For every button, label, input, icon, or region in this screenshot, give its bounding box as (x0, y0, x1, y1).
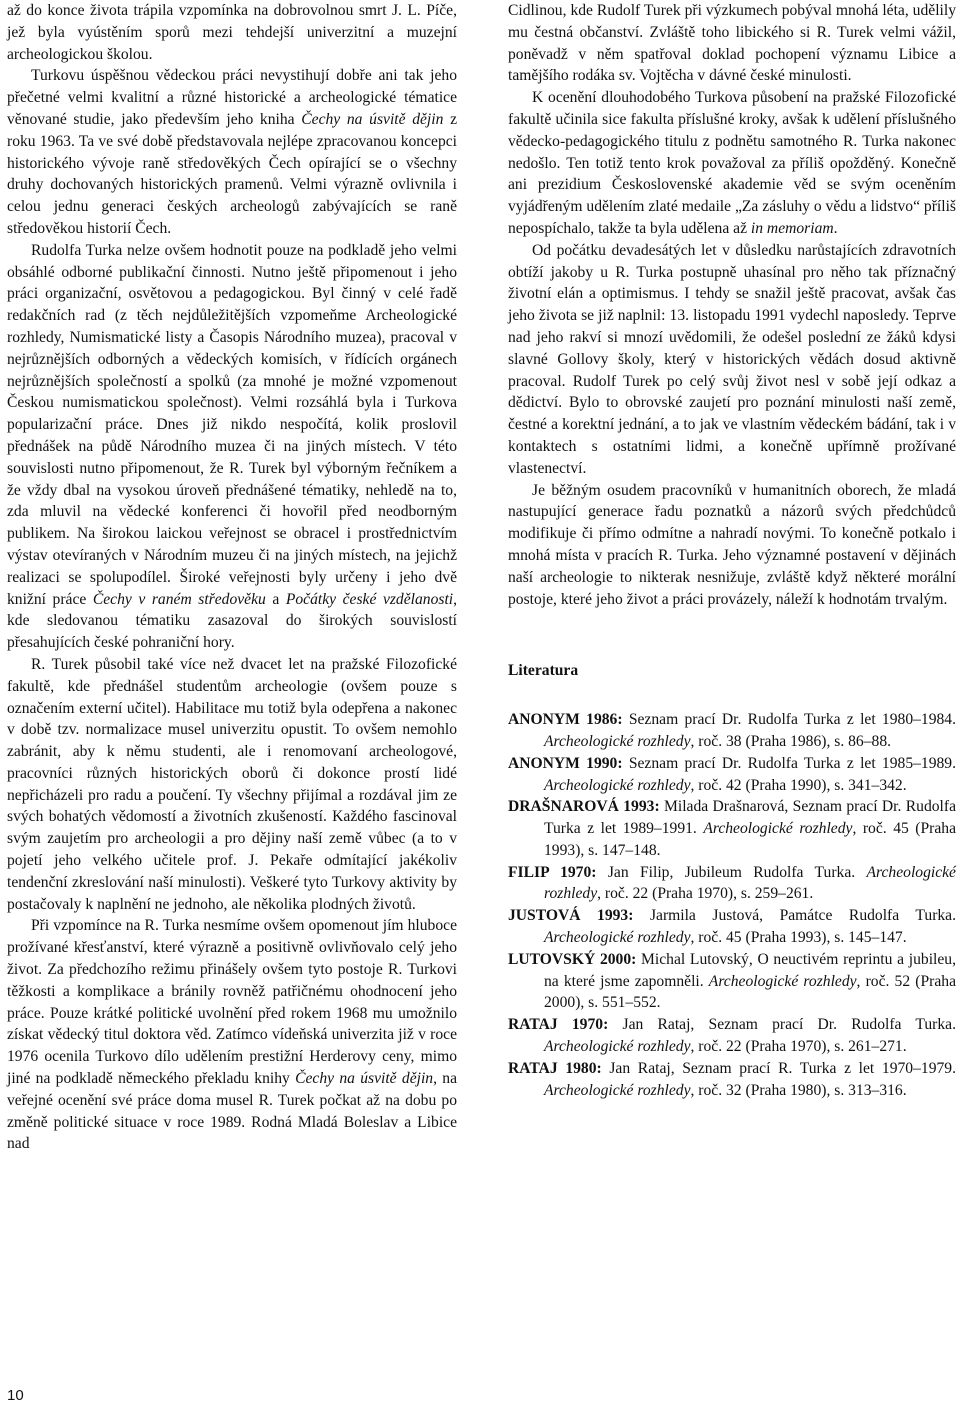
reference-journal: Archeologické rozhledy (544, 863, 956, 903)
left-column (7, 0, 457, 1155)
reference-text: Jan Filip, Jubileum Rudolfa Turka. (596, 863, 867, 881)
paragraph: Cidlinou, kde Rudolf Turek při výzkumech pobýval mnohá léta, udělily mu čestná občanství. Zvláště toho libického si R. Turek velmi vážil, poněvadž v něm spatřoval doklad pochopení významu Libice a tamějšího rodáka sv. Vojtěcha v dávné české minulosti. (508, 2, 956, 85)
paragraph-text: . (833, 219, 838, 237)
paragraph (7, 915, 457, 1155)
reference-item (508, 796, 956, 861)
latin-phrase: in memoriam (750, 219, 834, 237)
reference-text: Jan Rataj, Seznam prací R. Turka z let 1970–1979. (601, 1059, 956, 1077)
reference-journal: Archeologické rozhledy (544, 1038, 691, 1056)
reference-list (508, 709, 956, 1101)
reference-text: Jan Rataj, Seznam prací Dr. Rudolfa Turka. (608, 1016, 956, 1034)
reference-item (508, 753, 956, 797)
paragraph-text: Při vzpomínce na R. Turka nesmíme ovšem opomenout jím hluboce prožívané křesťanství, které výrazně a positivně ovlivňovalo celý jeho život. Za předchozího režimu přinášely ovšem tyto postoje R. Turkovi těžkosti a komplikace a bránily rovněž patřičnému ohodnocení jeho práce. Pouze krátké politické uvolnění před rokem 1968 mu umožnilo získat vědecký titul doktora věd. Zatímco vídeňská univerzita již v roce 1976 ocenila Turkovo dílo udělením prestižní Herderovy ceny, mimo jiné na podkladě německého překladu knihy (7, 917, 457, 1088)
reference-text: , roč. 45 (Praha 1993), s. 145–147. (690, 929, 907, 947)
reference-item (508, 905, 956, 949)
paragraph-text: Turkovu úspěšnou vědeckou práci nevystihují dobře ani tak jeho přečetné velmi kvalitní a různé historické a archeologické tématice věnované studie, jako především jeho kniha (7, 67, 457, 128)
reference-item (508, 709, 956, 753)
book-title: Čechy v raném středověku (92, 590, 266, 608)
reference-text: , roč. 42 (Praha 1990), s. 341–342. (690, 776, 907, 794)
paragraph (508, 87, 956, 240)
paragraph-text: a (265, 590, 286, 608)
reference-author: RATAJ 1970: (508, 1016, 609, 1034)
reference-text: Seznam prací Dr. Rudolfa Turka z let 1980–1984. (622, 711, 957, 729)
paragraph: Je běžným osudem pracovníků v humanitních oborech, že mladá nastupující generace řadu poznatků a názorů svých předchůdců modifikuje či přímo odmítne a nahradí novými. To konečně potkalo i mnohá místa v pracích R. Turka. Jeho významné postavení v dějinách naší archeologie to nikterak nesnižuje, zvláště když některé morální postoje, které jeho život a práci provázely, náleží k hodnotám trvalým. (508, 481, 956, 608)
reference-journal: Archeologické rozhledy (703, 820, 853, 838)
reference-item (508, 862, 956, 906)
reference-text: Seznam prací Dr. Rudolfa Turka z let 1985–1989. (622, 754, 957, 772)
reference-text: Jarmila Justová, Památce Rudolfa Turka. (633, 907, 957, 925)
reference-journal: Archeologické rozhledy (544, 776, 691, 794)
reference-journal: Archeologické rozhledy (544, 929, 691, 947)
paragraph-text: Rudolfa Turka nelze ovšem hodnotit pouze na podkladě jeho velmi obsáhlé odborné publikační činnosti. Nutno ještě připomenout i jeho práci organizační, osvětovou a pedagogickou. Byl činný v celé řadě redakčních rad (z těch nejdůležitějších vzpomeňme Archeologické rozhledy, Numismatické listy a Časopis Národního muzea), pracoval v nejrůznějších odborných a vědeckých komisích, v řídících orgánech nejrůznějších společností a spolků (za mnohé je možné vzpomenout Českou numismatickou společnost). Velmi rozsáhlá byla i Turkova popularizační práce. Dnes již nikdo nespočítá, kolik proslovil přednášek na půdě Národního muzea či na jiných místech. V této souvislosti nutno připomenout, že R. Turek byl výborným řečníkem a že vždy dbal na vysokou úroveň přednášené tématiky, nehledě na to, zda mluvil na vědecké konferenci či hovořil před neodborným publikem. Na širokou laickou veřejnost se obracel i prostřednictvím výstav otevíraných v Národním muzeu či na jiných místech, na jejichž realizaci se spolupodílel. Široké veřejnosti byly určeny i jeho dvě knižní práce (7, 241, 457, 608)
paragraph-text: , kde sledovanou tématiku zasazoval do širokých souvislostí přesahujících české pohraniční hory. (7, 590, 458, 652)
reference-item (508, 1058, 956, 1102)
paragraph: Od počátku devadesátých let v důsledku narůstajících zdravotních obtíží jakoby u R. Turka postupně uhasínal pro něho tak příznačný životní elán a optimismus. I tehdy se snažil ještě pracovat, avšak čas jeho života se již naplnil: 13. listopadu 1991 vydechl naposledy. Teprve nad jeho rakví si mnozí uvědomili, že odešel poslední ze žáků kdysi slavné Gollovy školy, který v historických vědách dosud aktivně pracoval. Rudolf Turek po celý svůj život nesl v sobě její odkaz a dědictví. Bylo to obrovské zaujetí pro poznání minulosti naší země, čestné a korektní jednání, a to jak ve vlastním vědeckém bádání, tak i v kontaktech s ostatními lidmi, a konečně upřímně prožívané vlastenectví. (508, 241, 956, 477)
reference-author: ANONYM 1986: (508, 711, 623, 729)
paragraph-text: , na veřejné ocenění své práce doma musel R. Turek počkat až na dobu po změně politické situace v roce 1989. Rodná Mladá Boleslav a Libice nad (7, 1070, 458, 1153)
page-number: 10 (7, 1387, 24, 1404)
reference-text: , roč. 22 (Praha 1970), s. 261–271. (690, 1038, 907, 1056)
reference-author: DRAŠNAROVÁ 1993: (508, 798, 660, 816)
book-title: Počátky české vzdělanosti (285, 590, 454, 608)
reference-author: ANONYM 1990: (508, 754, 623, 772)
book-title: Čechy na úsvitě dějin (301, 110, 444, 128)
reference-text: , roč. 32 (Praha 1980), s. 313–316. (690, 1081, 907, 1099)
reference-author: RATAJ 1980: (508, 1059, 602, 1077)
reference-text: Michal Lutovský, O neuctivém reprintu a jubileu, na které jsme zapomněli. (544, 950, 956, 990)
paragraph-text: z roku 1963. Ta ve své době představovala nejlépe zpracovanou koncepci historického vývoje raně středověkých Čech opírající se o všechny druhy dochovaných historických pramenů. Velmi výrazně ovlivnila i celou jednu generaci českých archeologů zabývajících se raně středověkou historií Čech. (7, 110, 457, 237)
reference-journal: Archeologické rozhledy (708, 972, 857, 990)
reference-text: , roč. 38 (Praha 1986), s. 86–88. (690, 732, 892, 750)
reference-text: , roč. 22 (Praha 1970), s. 259–261. (597, 885, 814, 903)
reference-text: , roč. 52 (Praha 2000), s. 551–552. (544, 972, 956, 1012)
paragraph: až do konce života trápila vzpomínka na dobrovolnou smrt J. L. Píče, jež byla vyústěním sporů mezi tehdejší univerzitní a muzejní archeologickou školou. (7, 2, 457, 63)
literature-heading: Literatura (508, 662, 579, 680)
paragraph-text: K ocenění dlouhodobého Turkova působení na pražské Filozofické fakultě učinila sice fakulta příslušné kroky, avšak k udělení příslušného vědecko-pedagogického titulu z podnětu samotného R. Turka nakonec nedošlo. Ten totiž tento krok považoval za příliš opožděný. Konečně ani prezidium Československé akademie věd se svým oceněním vyjádřeným udělením zlaté medaile „Za zásluhy o vědu a lidstvo“ příliš nepospíchalo, takže ta byla udělena až (508, 89, 956, 237)
paragraph (7, 240, 457, 654)
paragraph (7, 65, 457, 239)
right-column (508, 0, 956, 1101)
reference-author: JUSTOVÁ 1993: (508, 907, 634, 925)
book-title: Čechy na úsvitě dějin (295, 1070, 434, 1088)
reference-text: , roč. 45 (Praha 1993), s. 147–148. (544, 820, 956, 859)
reference-journal: Archeologické rozhledy (544, 732, 691, 750)
reference-author: FILIP 1970: (508, 863, 597, 881)
reference-author: LUTOVSKÝ 2000: (508, 950, 637, 968)
reference-item (508, 1014, 956, 1058)
reference-item (508, 949, 956, 1014)
reference-journal: Archeologické rozhledy (544, 1081, 691, 1099)
paragraph: R. Turek působil také více než dvacet let na pražské Filozofické fakultě, kde přednášel studentům archeologie (ovšem pouze s označením externí učitel). Habilitace mu totiž byla odepřena a nakonec v době tzv. normalizace musel univerzitu opustit. To ovšem nemohlo zabránit, aby k němu studenti, ale i renomovaní archeologové, pracovníci různých historických oborů či dokonce prostí lidé nepřicházeli pro radu a poučení. Ty všechny přijímal a rozdával jim ze svých bohatých vědomostí a životních zkušeností. Každého fascinoval svým zaujetím pro archeologii a pro dějiny naší země vůbec (a to v pojetí jeho velkého učitele prof. J. Pekaře odmítající jakékoliv tendenční zkreslování naší minulosti). Veškeré tyto Turkovy aktivity by postačovaly k naplnění ne jednoho, ale několika plodných životů. (7, 655, 457, 913)
reference-text: Milada Drašnarová, Seznam prací Dr. Rudolfa Turka z let 1989–1991. (544, 798, 956, 838)
